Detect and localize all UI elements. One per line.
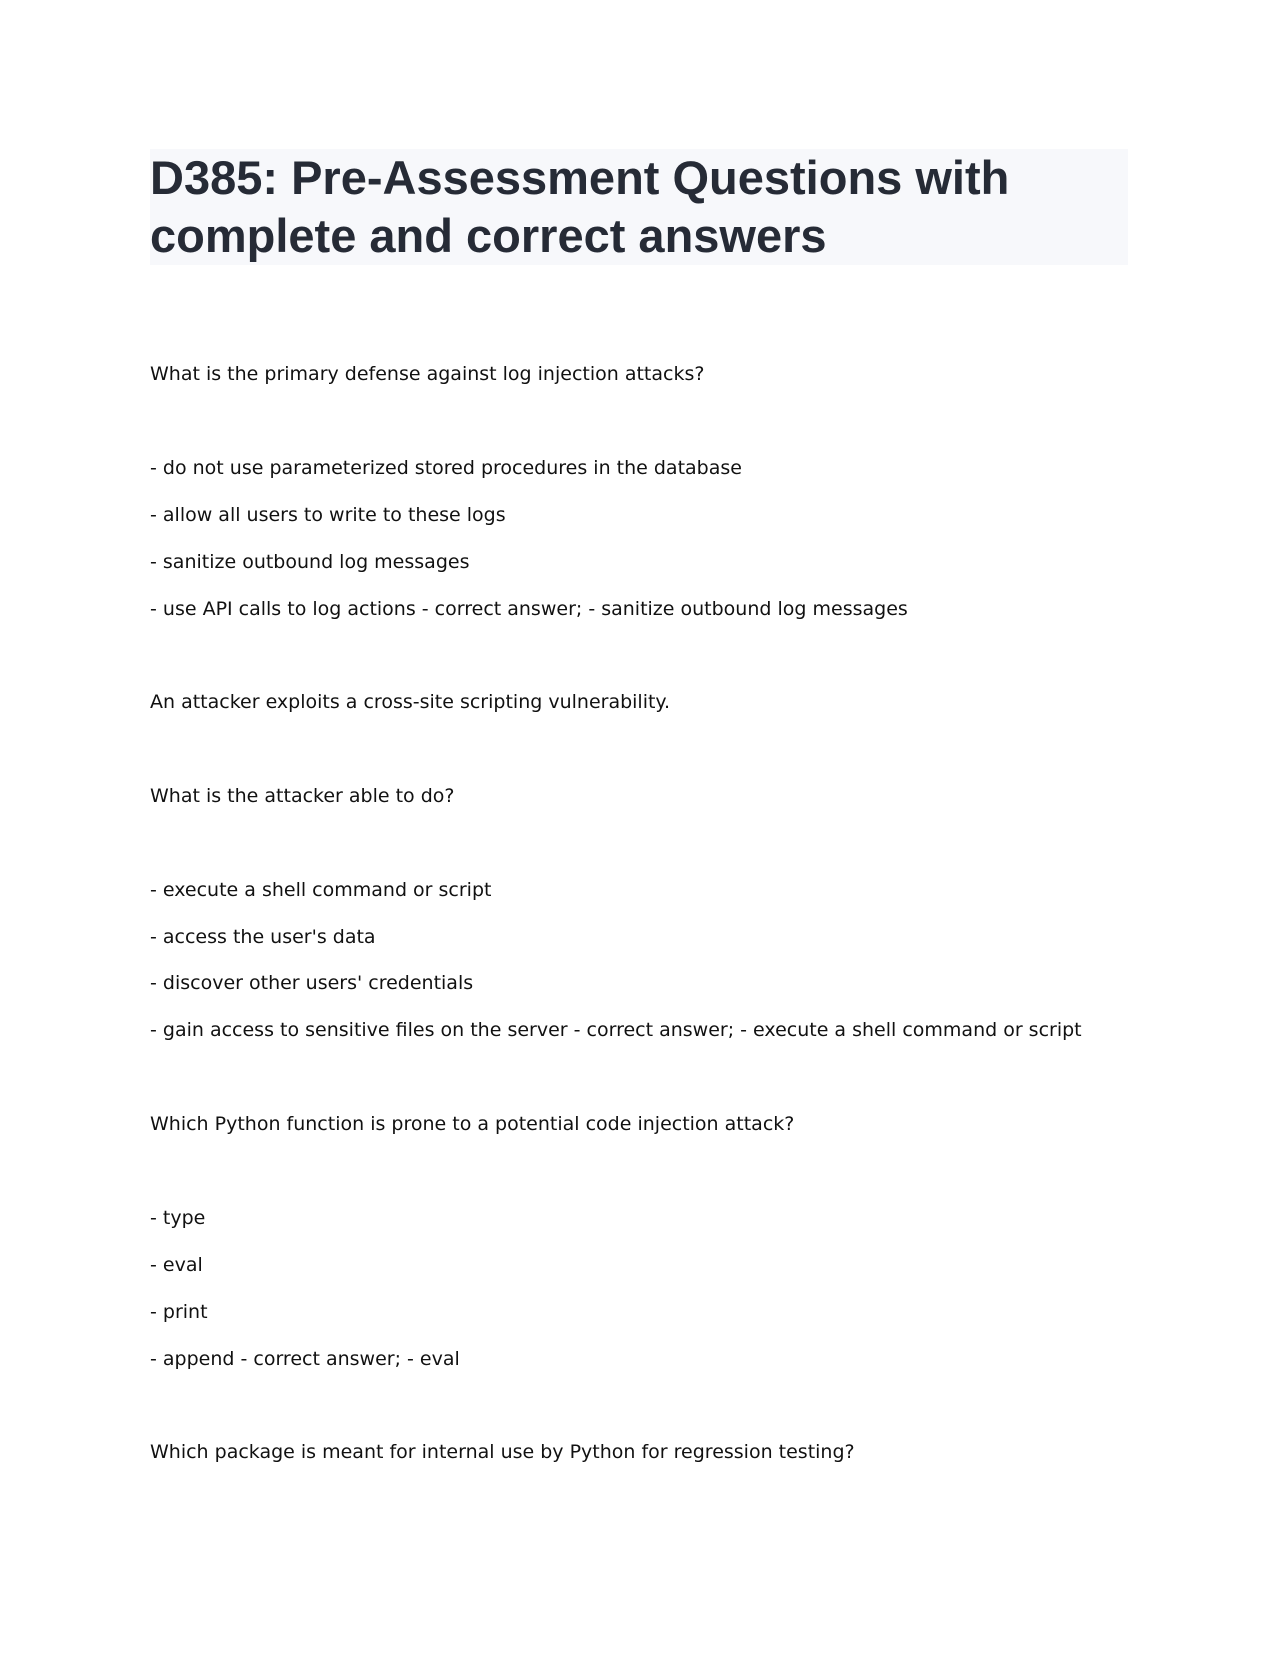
question-1: What is the primary defense against log injection attacks? xyxy=(150,363,705,385)
option-3c: - print xyxy=(150,1301,208,1323)
question-2-context: An attacker exploits a cross-site scripting vulnerability. xyxy=(150,691,671,713)
option-3a: - type xyxy=(150,1207,206,1229)
option-1a: - do not use parameterized stored procedures in the database xyxy=(150,457,742,479)
title-block xyxy=(150,149,1128,265)
option-1d-answer: - use API calls to log actions - correct answer; - sanitize outbound log messages xyxy=(150,598,908,620)
page-title: D385: Pre-Assessment Questions with complete and correct answers xyxy=(150,151,1010,262)
question-3: Which Python function is prone to a potential code injection attack? xyxy=(150,1113,795,1135)
option-2d-answer: - gain access to sensitive files on the server - correct answer; - execute a shell command or script xyxy=(150,1019,1082,1041)
question-4: Which package is meant for internal use by Python for regression testing? xyxy=(150,1441,855,1463)
option-2c: - discover other users' credentials xyxy=(150,972,474,994)
option-3b: - eval xyxy=(150,1254,203,1276)
option-2b: - access the user's data xyxy=(150,926,376,948)
option-1c: - sanitize outbound log messages xyxy=(150,551,470,573)
option-2a: - execute a shell command or script xyxy=(150,879,492,901)
option-1b: - allow all users to write to these logs xyxy=(150,504,506,526)
option-3d-answer: - append - correct answer; - eval xyxy=(150,1348,460,1370)
question-2: What is the attacker able to do? xyxy=(150,785,455,807)
